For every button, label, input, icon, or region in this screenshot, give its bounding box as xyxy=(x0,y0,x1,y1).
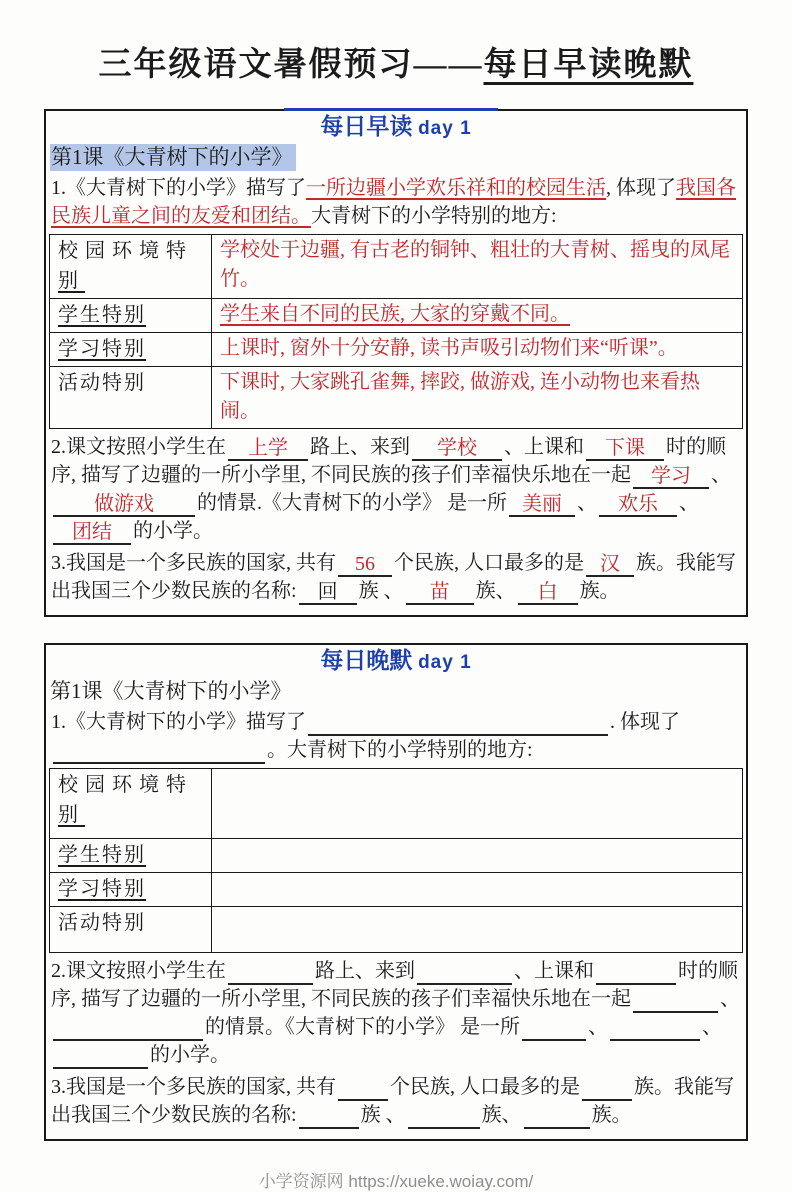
evening-question-3 xyxy=(51,1073,741,1129)
worksheet-page xyxy=(0,38,792,1191)
answer-blank xyxy=(53,762,265,764)
answer-blank xyxy=(299,1127,359,1129)
text-run: 族。我能写出我国三个少数民族的名称: xyxy=(51,552,736,602)
answer-blank: 做游戏 xyxy=(53,493,195,517)
answer-blank xyxy=(524,1127,590,1129)
morning-feature-table xyxy=(49,234,743,429)
answer-blank: 苗 xyxy=(406,581,474,605)
row-value-activity-empty xyxy=(212,907,743,953)
text-run: 的情景。《大青树下的小学》 是一所 xyxy=(205,1016,520,1038)
answer-blank xyxy=(633,1011,718,1013)
row-label-campus xyxy=(50,235,212,299)
evening-card-title-cn: 每日晚默 xyxy=(320,648,413,673)
answer-blank xyxy=(53,1039,203,1041)
row-label-students xyxy=(50,839,212,873)
text-run: 学生特别 xyxy=(58,844,146,866)
answer-blank: 汉 xyxy=(586,553,634,577)
morning-card-title-cn: 每日早读 xyxy=(320,114,413,139)
answer-blank: 学校 xyxy=(412,437,502,461)
table-row xyxy=(50,333,743,367)
row-label-activity xyxy=(50,367,212,429)
text-run: 1.《大青树下的小学》描写了 xyxy=(51,177,306,199)
page-title xyxy=(0,38,792,85)
answer-blank xyxy=(582,1099,632,1101)
evening-lesson-title-line xyxy=(50,678,743,705)
text-run: 路上、来到 xyxy=(310,436,410,458)
evening-card-title xyxy=(49,647,743,677)
text-run: 3.我国是一个多民族的国家, 共有 xyxy=(51,1076,336,1098)
table-row xyxy=(50,235,743,299)
source-watermark: 小学资源网 https://xueke.woiay.com/ xyxy=(258,1172,534,1191)
text-run: 、 xyxy=(720,988,740,1010)
text-run: 个民族, 人口最多的是 xyxy=(390,1076,580,1098)
table-row xyxy=(50,367,743,429)
evening-card-title-day: day 1 xyxy=(418,652,472,673)
text-run: 族。 xyxy=(591,1104,632,1126)
text-run: 、上课和 xyxy=(504,436,584,458)
text-run: 学校处于边疆, 有古老的铜钟、粗壮的大青树、摇曳的凤尾竹。 xyxy=(220,239,730,290)
text-run: 时的顺序, 描写了边疆的一所小学里, 不同民族的孩子们幸福快乐地在一起 xyxy=(51,436,726,486)
text-run: 、 xyxy=(702,1016,722,1038)
answer-blank: 学习 xyxy=(633,465,709,489)
text-run: 学生来自不同的民族, 大家的穿戴不同。 xyxy=(220,303,570,325)
text-run: 别 xyxy=(58,270,85,292)
answer-blank: 56 xyxy=(338,553,392,577)
text-run: 活动特别 xyxy=(58,912,146,934)
page-title-underlined: 每日早读晚默 xyxy=(483,47,694,83)
answer-blank xyxy=(522,1039,586,1041)
text-run: 族 、 xyxy=(358,580,404,602)
answer-blank xyxy=(338,1099,388,1101)
text-run: 大青树下的小学特别的地方: xyxy=(311,205,557,227)
answer-blank xyxy=(417,983,512,985)
row-value-campus xyxy=(212,235,743,299)
text-run: 。大青树下的小学特别的地方: xyxy=(267,739,533,761)
text-run: 的情景.《大青树下的小学》 是一所 xyxy=(197,492,507,514)
answer-blank: 下课 xyxy=(586,437,664,461)
row-value-study-empty xyxy=(212,873,743,907)
table-row xyxy=(50,769,743,839)
evening-dictation-card xyxy=(44,643,748,1141)
page-title-prefix: 三年级语文暑假预习—— xyxy=(98,47,484,83)
text-run: 学习特别 xyxy=(58,338,146,360)
text-run: 别 xyxy=(58,804,85,826)
text-run: 活动特别 xyxy=(58,372,146,394)
text-run: 一所边疆小学欢乐祥和的校园生活 xyxy=(306,177,606,199)
text-run: 我国各民族儿童之间的友爱和团结。 xyxy=(51,177,736,227)
text-run: 族。 xyxy=(579,580,620,602)
morning-question-1 xyxy=(51,174,741,230)
text-run: 下课时, 大家跳孔雀舞, 摔跤, 做游戏, 连小动物也来看热闹。 xyxy=(220,371,700,422)
text-run: 学生特别 xyxy=(58,304,146,326)
text-run: 族、 xyxy=(481,1104,522,1126)
answer-blank: 美丽 xyxy=(509,493,575,517)
answer-blank xyxy=(610,1039,700,1041)
text-run: 的小学。 xyxy=(133,520,213,542)
text-run: . 体现了 xyxy=(610,711,680,733)
text-run: 的小学。 xyxy=(150,1044,230,1066)
blue-overline-mark xyxy=(284,108,498,111)
answer-blank: 回 xyxy=(299,581,357,605)
morning-card-title xyxy=(49,113,743,143)
text-run: 校园环境特 xyxy=(58,240,193,262)
answer-blank: 团结 xyxy=(53,521,131,545)
text-run: 1.《大青树下的小学》描写了 xyxy=(51,711,306,733)
text-run: 校园环境特 xyxy=(58,774,193,796)
answer-blank xyxy=(53,1067,148,1069)
row-label-activity xyxy=(50,907,212,953)
row-value-students xyxy=(212,299,743,333)
answer-blank xyxy=(228,983,313,985)
row-label-study xyxy=(50,873,212,907)
answer-blank xyxy=(308,734,608,736)
evening-lesson-title: 第1课《大青树下的小学》 xyxy=(50,679,292,703)
row-label-students xyxy=(50,299,212,333)
row-value-students-empty xyxy=(212,839,743,873)
row-label-campus xyxy=(50,769,212,839)
text-run: 族、 xyxy=(475,580,516,602)
answer-blank: 欢乐 xyxy=(599,493,677,517)
row-value-study xyxy=(212,333,743,367)
morning-question-2 xyxy=(51,433,741,545)
answer-blank: 白 xyxy=(518,581,578,605)
text-run: 学习特别 xyxy=(58,878,146,900)
morning-lesson-title-line xyxy=(50,144,743,171)
text-run: 族。我能写出我国三个少数民族的名称: xyxy=(51,1076,734,1126)
text-run: 、上课和 xyxy=(514,960,594,982)
text-run: 个民族, 人口最多的是 xyxy=(394,552,584,574)
evening-question-1 xyxy=(51,708,741,764)
table-row xyxy=(50,873,743,907)
text-run: 、 xyxy=(679,492,699,514)
morning-reading-card xyxy=(44,109,748,617)
text-run: 2.课文按照小学生在 xyxy=(51,436,226,458)
morning-card-title-day: day 1 xyxy=(418,118,472,139)
text-run: 时的顺序, 描写了边疆的一所小学里, 不同民族的孩子们幸福快乐地在一起 xyxy=(51,960,738,1010)
text-run: 、 xyxy=(711,464,731,486)
text-run: , 体现了 xyxy=(606,177,676,199)
answer-blank: 上学 xyxy=(228,437,308,461)
text-run: 、 xyxy=(588,1016,608,1038)
text-run: 上课时, 窗外十分安静, 读书声吸引动物们来“听课”。 xyxy=(220,337,678,359)
text-run: 3.我国是一个多民族的国家, 共有 xyxy=(51,552,336,574)
answer-blank xyxy=(408,1127,480,1129)
evening-question-2 xyxy=(51,957,741,1069)
morning-question-3 xyxy=(51,549,741,605)
text-run: 族 、 xyxy=(360,1104,406,1126)
table-row xyxy=(50,299,743,333)
row-value-campus-empty xyxy=(212,769,743,839)
table-row xyxy=(50,839,743,873)
answer-blank xyxy=(596,983,676,985)
morning-lesson-title: 第1课《大青树下的小学》 xyxy=(50,144,296,171)
table-row xyxy=(50,907,743,953)
text-run: 路上、来到 xyxy=(315,960,415,982)
row-value-activity xyxy=(212,367,743,429)
text-run: 、 xyxy=(577,492,597,514)
text-run: 2.课文按照小学生在 xyxy=(51,960,226,982)
evening-feature-table xyxy=(49,768,743,953)
row-label-study xyxy=(50,333,212,367)
